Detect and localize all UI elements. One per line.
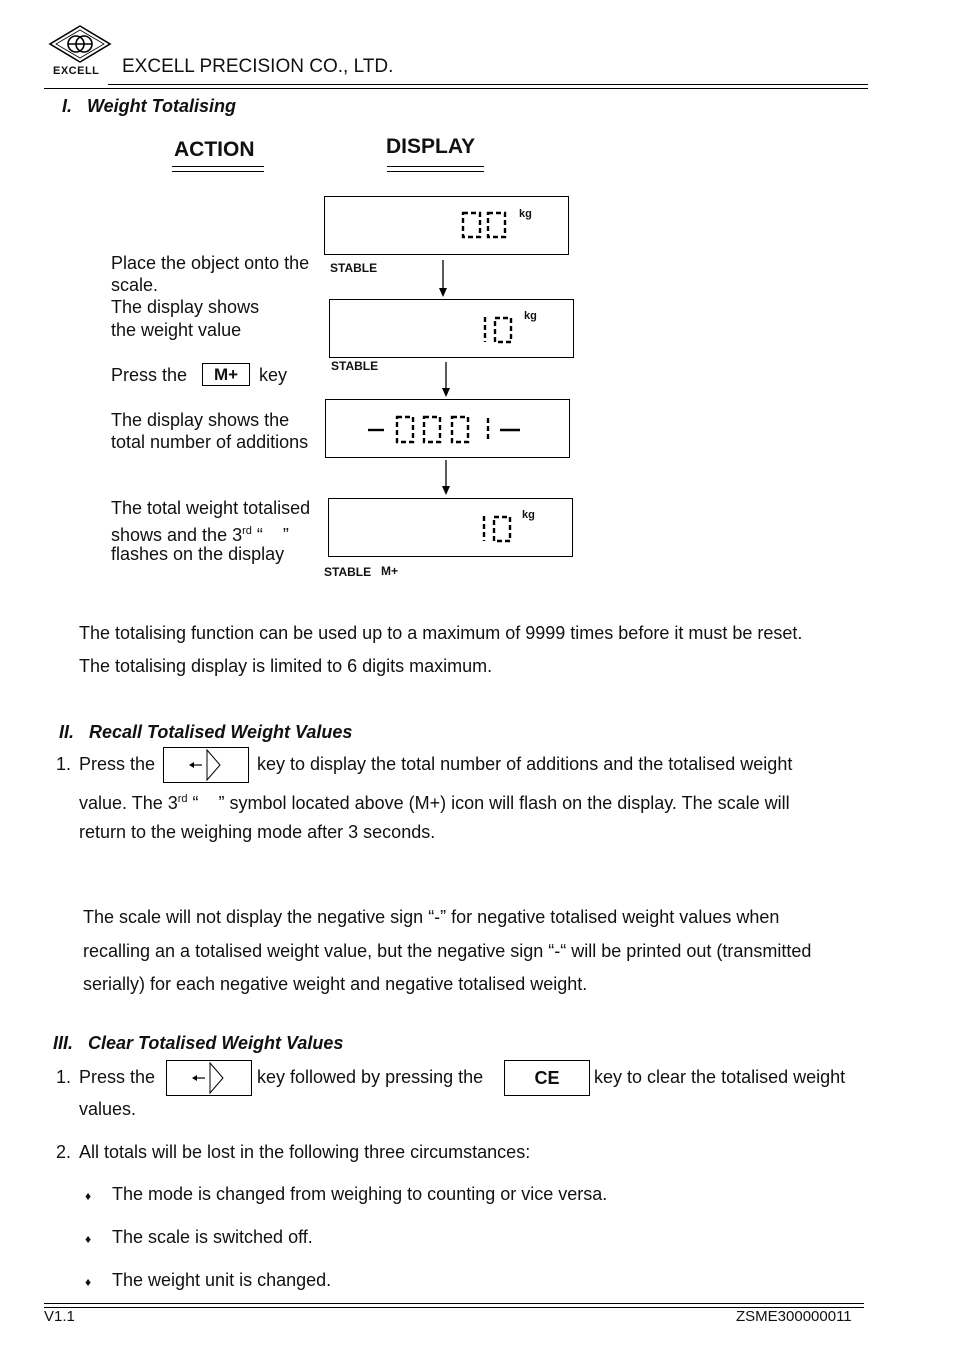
item-text: Press the	[79, 754, 156, 774]
action-underline	[172, 166, 264, 172]
step2-text: Press the	[111, 365, 188, 385]
item-text: values.	[79, 1099, 137, 1119]
stable-indicator: STABLE	[331, 359, 379, 373]
ce-key-label: CE	[534, 1068, 560, 1088]
note-text: serially) for each negative weight and negative totalised weight.	[83, 974, 588, 994]
step1-text: The display shows	[111, 297, 260, 317]
lcd-digits	[480, 315, 520, 345]
list-item: The mode is changed from weighing to counting or vice versa.	[112, 1184, 608, 1204]
item-text: return to the weighing mode after 3 seconds.	[79, 822, 436, 842]
display-label: DISPLAY	[386, 135, 476, 158]
list-number: 1.	[56, 754, 72, 774]
item-text	[79, 788, 790, 814]
lcd-digits	[460, 210, 510, 242]
bullet-icon: ♦	[85, 1189, 92, 1203]
lcd-digits	[479, 514, 519, 544]
unit-label: kg	[522, 509, 535, 521]
step1-text: the weight value	[111, 320, 242, 340]
list-item: The scale is switched off.	[112, 1227, 313, 1247]
step1-text: scale.	[111, 275, 159, 295]
footer-rule	[44, 1303, 864, 1304]
lcd-display-count	[325, 399, 570, 458]
section-title: III. Clear Totalised Weight Values	[53, 1033, 344, 1053]
note-text: The scale will not display the negative sign “-” for negative totalised weight values when	[83, 907, 780, 927]
company-name: EXCELL PRECISION CO., LTD.	[122, 56, 394, 77]
list-item: The weight unit is changed.	[112, 1270, 332, 1290]
superscript: rd	[242, 525, 252, 537]
header-rule	[108, 84, 868, 85]
item-text: Press the	[79, 1067, 156, 1087]
lcd-digits	[366, 414, 526, 446]
recall-key[interactable]	[163, 747, 249, 783]
step1-text: Place the object onto the	[111, 253, 310, 273]
ce-key[interactable]	[504, 1060, 590, 1096]
unit-label: kg	[519, 208, 532, 220]
mplus-indicator: M+	[381, 564, 399, 578]
item-text-part: “ ” symbol located above (M+) icon will flash on the display. The scale will	[187, 793, 790, 813]
note-text: The totalising display is limited to 6 digits maximum.	[79, 656, 493, 676]
bullet-icon: ♦	[85, 1232, 92, 1246]
action-label: ACTION	[174, 138, 255, 161]
item-text: key to display the total number of additions and the totalised weight	[257, 754, 793, 774]
note-text: The totalising function can be used up to a maximum of 9999 times before it must be reset.	[79, 623, 803, 643]
recall-arrow-icon	[164, 748, 248, 782]
section-title: I. Weight Totalising	[62, 96, 236, 116]
header-rule	[44, 88, 868, 89]
step4-text: flashes on the display	[111, 544, 285, 564]
superscript: rd	[177, 793, 188, 805]
item-text: key followed by pressing the	[257, 1067, 484, 1087]
item-text-part: value. The 3	[79, 793, 178, 813]
note-text: recalling an a totalised weight value, but the negative sign “-“ will be printed out (transmitted	[83, 941, 812, 961]
section-title: II. Recall Totalised Weight Values	[59, 722, 353, 742]
item-text: key to clear the totalised weight	[594, 1067, 846, 1087]
unit-label: kg	[524, 310, 537, 322]
footer-code: ZSME300000011	[736, 1308, 852, 1325]
lcd-display-weight	[329, 299, 574, 358]
bullet-icon: ♦	[85, 1275, 92, 1289]
down-arrow-icon	[436, 260, 450, 298]
lcd-display-total	[328, 498, 573, 557]
display-underline	[387, 166, 484, 172]
stable-indicator: STABLE	[330, 261, 378, 275]
down-arrow-icon	[439, 362, 453, 398]
item-text: All totals will be lost in the following three circumstances:	[79, 1142, 531, 1162]
list-number: 1.	[56, 1067, 72, 1087]
down-arrow-icon	[439, 460, 453, 496]
m-plus-key-label: M+	[213, 365, 239, 384]
recall-key[interactable]	[166, 1060, 252, 1096]
step2-text: key	[259, 365, 288, 385]
company-logo	[46, 22, 114, 78]
step4-text: The total weight totalised	[111, 498, 311, 518]
step4-text-part: “ ”	[251, 525, 289, 545]
step3-text: total number of additions	[111, 432, 309, 452]
step3-text: The display shows the	[111, 410, 290, 430]
list-number: 2.	[56, 1142, 72, 1162]
m-plus-key[interactable]	[202, 363, 250, 386]
logo-text: EXCELL	[53, 65, 100, 77]
recall-arrow-icon	[167, 1061, 251, 1095]
step4-text-part: shows and the 3	[111, 525, 243, 545]
stable-indicator: STABLE	[324, 565, 372, 579]
footer-version: V1.1	[44, 1308, 75, 1325]
lcd-display-zero	[324, 196, 569, 255]
